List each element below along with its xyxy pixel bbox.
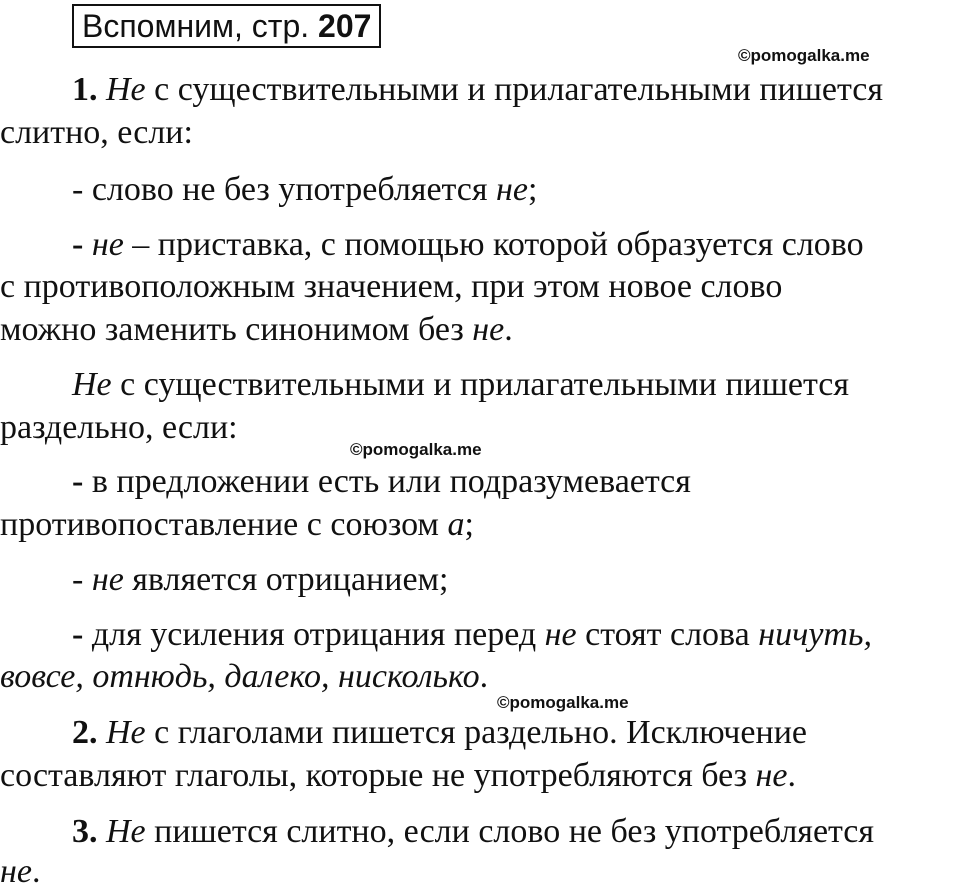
watermark-middle: ©pomogalka.me bbox=[350, 440, 482, 459]
text-line-8: раздельно, если: bbox=[0, 409, 238, 446]
header-page-number: 207 bbox=[318, 8, 372, 44]
section-header bbox=[72, 4, 381, 48]
text-line-16: 3. Не пишется слитно, если слово не без употребляется bbox=[72, 813, 875, 850]
text-line-6: можно заменить синонимом без не. bbox=[0, 311, 513, 348]
text-line-4: - не – приставка, с помощью которой образуется слово bbox=[72, 226, 864, 263]
item-number: 2. bbox=[72, 714, 98, 751]
item-number: 1. bbox=[72, 71, 98, 108]
header-title: Вспомним, стр. bbox=[82, 8, 310, 44]
text-line-7: Не с существительными и прилагательными пишется bbox=[72, 366, 850, 403]
text-line-11: - не является отрицанием; bbox=[72, 561, 449, 598]
text-line-2: слитно, если: bbox=[0, 114, 193, 151]
text-line-15: составляют глаголы, которые не употребляются без не. bbox=[0, 757, 797, 794]
text-line-1: 1. Не с существительными и прилагательными пишется bbox=[72, 71, 884, 108]
text-line-12: - для усиления отрицания перед не стоят слова ничуть, bbox=[72, 616, 872, 653]
text-line-13: вовсе, отнюдь, далеко, нисколько. bbox=[0, 658, 489, 695]
item-number: 3. bbox=[72, 813, 98, 850]
text-line-3: - слово не без употребляется не; bbox=[72, 171, 538, 208]
text-line-10: противопоставление с союзом а; bbox=[0, 506, 474, 543]
text-line-14: 2. Не с глаголами пишется раздельно. Исключение bbox=[72, 714, 807, 751]
text-line-17: не. bbox=[0, 853, 41, 890]
watermark-top: ©pomogalka.me bbox=[738, 46, 870, 65]
text-line-5: с противоположным значением, при этом новое слово bbox=[0, 268, 783, 305]
watermark-lower: ©pomogalka.me bbox=[497, 693, 629, 712]
text-line-9: - в предложении есть или подразумевается bbox=[72, 463, 691, 500]
